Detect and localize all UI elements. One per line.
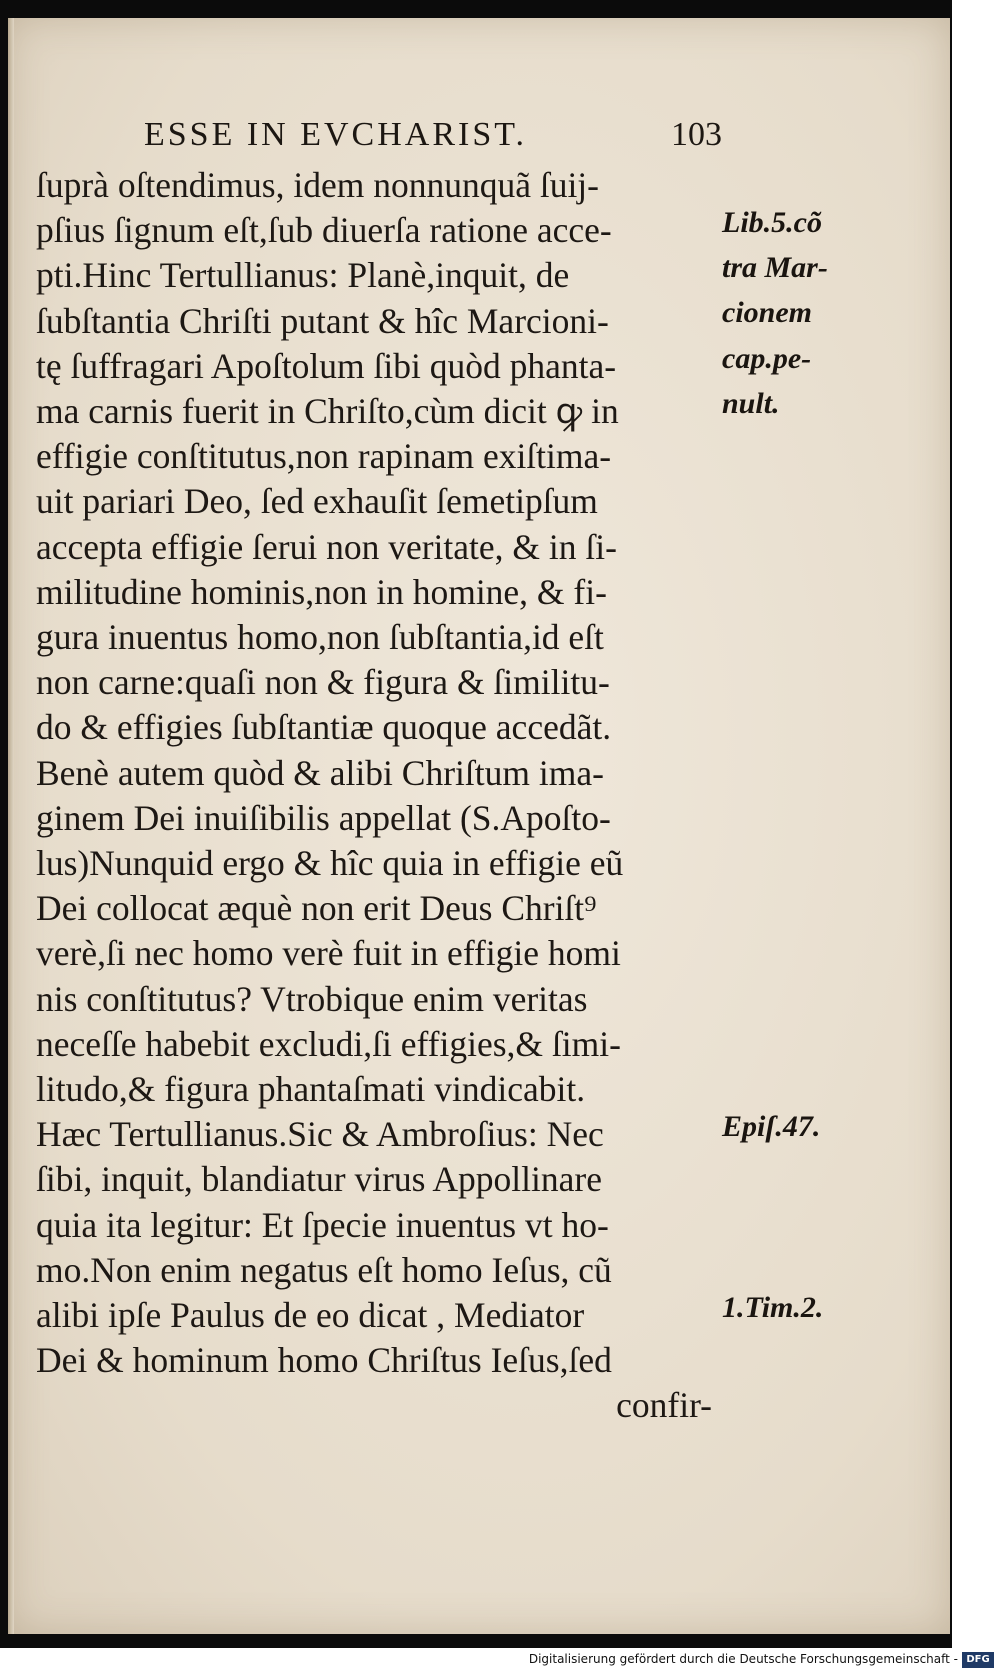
text-line: tę ſuffragari Apoſtolum ſibi quòd phanta- <box>36 345 617 386</box>
text-line: lus)Nunquid ergo & hîc quia in effigie eũ <box>36 843 624 884</box>
margin-note: cap.pe- <box>722 342 812 375</box>
text-line: pſius ſignum eſt,ſub diuerſa ratione acce- <box>36 210 612 251</box>
text-line: ma carnis fuerit in Chriſto,cùm dicit ꝙ in <box>36 391 619 432</box>
text-line: uit pariari Deo, ſed exhauſit ſemetipſum <box>36 481 598 522</box>
text-line: ſuprà oſtendimus, idem nonnunquã ſuij- <box>36 165 599 205</box>
text-line: Hæc Tertullianus.Sic & Ambroſius: Nec <box>36 1114 604 1155</box>
text-line: quia ita legitur: Et ſpecie inuentus vt ho- <box>36 1204 609 1245</box>
running-head: ESSE IN EVCHARIST. <box>144 116 527 153</box>
text-line: Dei collocat æquè non erit Deus Chriſt⁹ <box>36 888 597 929</box>
footer-credit: Digitalisierung gefördert durch die Deutsche Forschungsgemeinschaft - <box>528 1652 958 1666</box>
text-line: litudo,& figura phantaſmati vindicabit. <box>36 1069 586 1110</box>
margin-note: 1.Tim.2. <box>722 1291 824 1324</box>
text-line: accepta effigie ſerui non veritate, & in ſi- <box>36 526 617 567</box>
text-line: pti.Hinc Tertullianus: Planè,inquit, de <box>36 255 570 296</box>
text-line: non carne:quaſi non & figura & ſimilitu- <box>36 662 610 703</box>
text-line: verè,ſi nec homo verè fuit in effigie homi <box>36 933 621 974</box>
text-line: militudine hominis,non in homine, & fi- <box>36 571 607 612</box>
dfg-logo: DFG <box>962 1652 994 1668</box>
text-line: ſibi, inquit, blandiatur virus Appollinare <box>36 1159 602 1200</box>
text-line: Dei & hominum homo Chriſtus Ieſus,ſed <box>36 1340 612 1381</box>
text-line: ſubſtantia Chriſti putant & hîc Marcioni- <box>36 300 609 341</box>
text-line: alibi ipſe Paulus de eo dicat , Mediator <box>36 1295 585 1336</box>
text-line: effigie conſtitutus,non rapinam exiſtima- <box>36 436 612 477</box>
margin-note: Lib.5.cõ <box>722 206 822 239</box>
margin-note: nult. <box>722 387 780 420</box>
page-header <box>144 100 722 160</box>
text-line: nis conſtitutus? Vtrobique enim veritas <box>36 978 588 1019</box>
page-edge <box>8 18 14 1634</box>
text-line: gura inuentus homo,non ſubſtantia,id eſt <box>36 617 604 658</box>
body-text <box>36 163 726 1429</box>
margin-note: tra Mar- <box>722 251 828 284</box>
text-line: Benè autem quòd & alibi Chriſtum ima- <box>36 752 604 793</box>
catchword: confir- <box>616 1385 712 1426</box>
text-line: ginem Dei inuiſibilis appellat (S.Apoſto- <box>36 797 611 838</box>
margin-note: cionem <box>722 296 812 329</box>
page-number: 103 <box>671 116 722 153</box>
text-line: do & effigies ſubſtantiæ quoque accedãt. <box>36 707 612 748</box>
margin-note: Epiſ.47. <box>722 1110 821 1143</box>
digitization-footer <box>0 1650 1000 1673</box>
text-line: mo.Non enim negatus eſt homo Ieſus, cũ <box>36 1249 612 1290</box>
text-line: neceſſe habebit excludi,ſi effigies,& ſimi- <box>36 1023 621 1064</box>
